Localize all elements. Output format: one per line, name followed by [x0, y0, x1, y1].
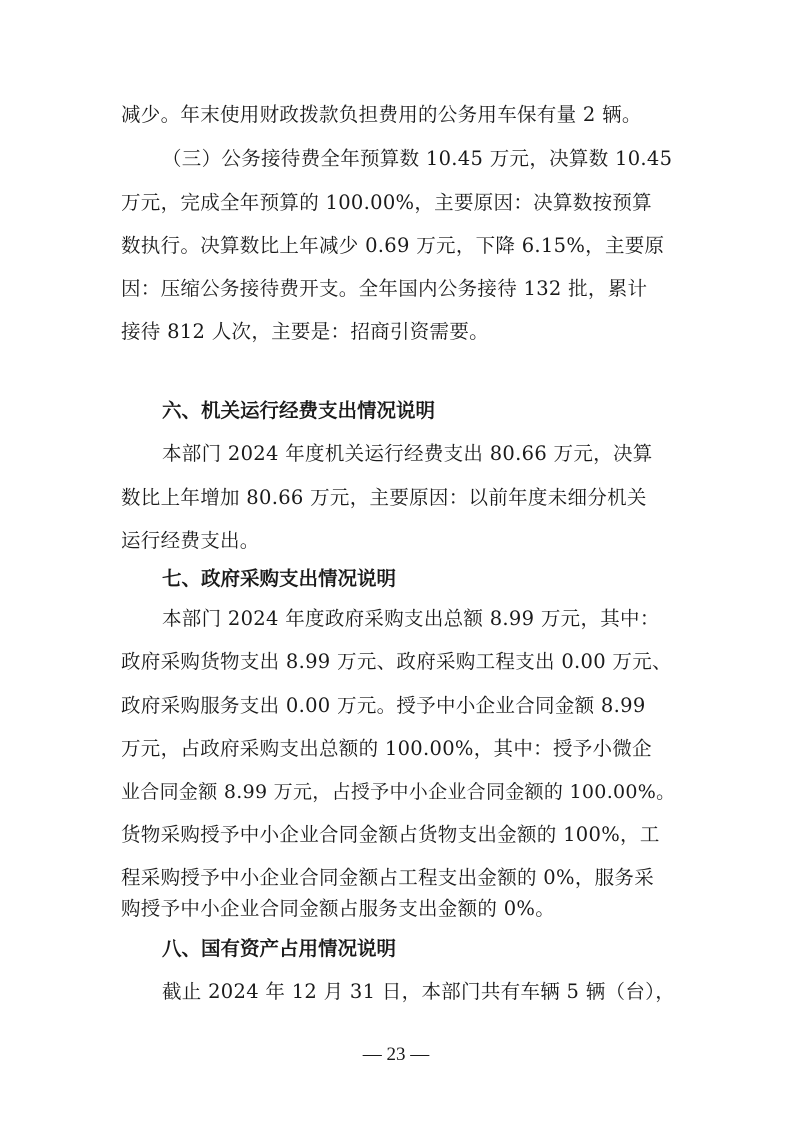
paragraph-line: 本部门 2024 年度政府采购支出总额 8.99 万元，其中：: [162, 607, 660, 630]
paragraph-line: 运行经费支出。: [121, 529, 260, 552]
paragraph-line: 购授予中小企业合同金额占服务支出金额的 0%。: [121, 897, 556, 920]
paragraph-line: 因：压缩公务接待费开支。全年国内公务接待 132 批，累计: [121, 277, 648, 300]
section-heading: 七、政府采购支出情况说明: [162, 567, 397, 590]
paragraph-line: （三）公务接待费全年预算数 10.45 万元，决算数 10.45: [162, 147, 673, 170]
paragraph-line: 万元，完成全年预算的 100.00%，主要原因：决算数按预算: [121, 191, 652, 214]
paragraph-line: 数比上年增加 80.66 万元，主要原因：以前年度未细分机关: [121, 486, 647, 509]
paragraph-line: 接待 812 人次，主要是：招商引资需要。: [121, 320, 489, 343]
paragraph-line: 政府采购服务支出 0.00 万元。授予中小企业合同金额 8.99: [121, 694, 646, 717]
paragraph-line: 政府采购货物支出 8.99 万元、政府采购工程支出 0.00 万元、: [121, 650, 672, 673]
paragraph-line: 截止 2024 年 12 月 31 日，本部门共有车辆 5 辆（台），: [162, 980, 675, 1003]
page-number: — 23 —: [362, 1044, 430, 1065]
paragraph-line: 减少。年末使用财政拨款负担费用的公务用车保有量 2 辆。: [121, 103, 642, 126]
paragraph-line: 程采购授予中小企业合同金额占工程支出金额的 0%，服务采: [121, 866, 655, 889]
paragraph-line: 业合同金额 8.99 万元，占授予中小企业合同金额的 100.00%。: [121, 781, 676, 803]
section-heading: 八、国有资产占用情况说明: [162, 937, 397, 960]
section-heading: 六、机关运行经费支出情况说明: [162, 399, 436, 422]
paragraph-line: 货物采购授予中小企业合同金额占货物支出金额的 100%，工: [121, 823, 660, 846]
paragraph-line: 万元，占政府采购支出总额的 100.00%，其中：授予小微企: [121, 737, 652, 760]
paragraph-line: 本部门 2024 年度机关运行经费支出 80.66 万元，决算: [162, 442, 653, 465]
paragraph-line: 数执行。决算数比上年减少 0.69 万元，下降 6.15%，主要原: [121, 234, 665, 257]
